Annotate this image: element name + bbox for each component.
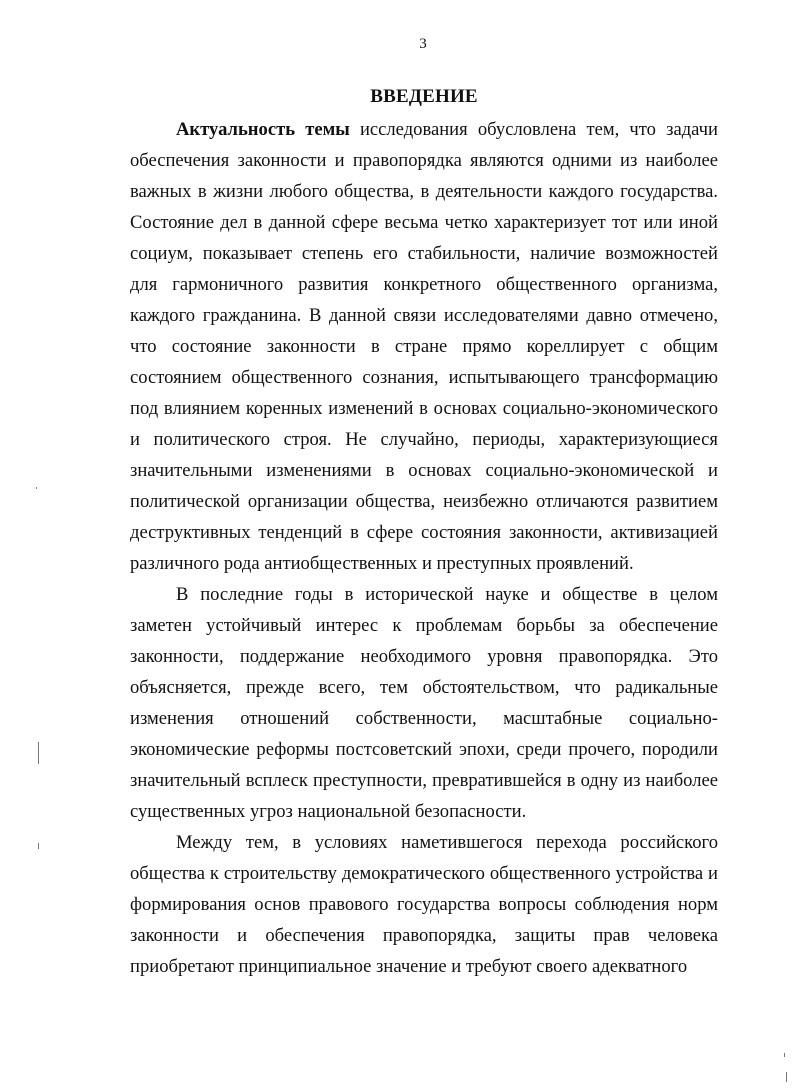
- paragraph-1: [130, 114, 718, 579]
- body-text: [130, 114, 718, 982]
- scan-speck: [38, 843, 39, 849]
- scan-speck: [36, 487, 37, 489]
- paragraph-lead: Актуальность темы: [176, 119, 350, 140]
- paragraph-2: В последние годы в исторической науке и обществе в целом заметен устойчивый интерес к проблемам борьбы за обеспечение законности, поддержание необходимого уровня правопорядка. Это объясняется, прежде всего, тем обстоятельством, что радикальные изменения отношений собственности, масштабные социально-экономические реформы постсоветский эпохи, среди прочего, породили значительный всплеск преступности, превратившейся в одну из наиболее существенных угроз национальной безопасности.: [130, 584, 718, 822]
- scan-speck: [38, 742, 39, 764]
- page-number: 3: [419, 36, 427, 52]
- section-heading: ВВЕДЕНИЕ: [370, 86, 478, 107]
- scan-speck: [784, 1053, 785, 1057]
- paragraph-3: Между тем, в условиях наметившегося перехода российского общества к строительству демократического общественного устройства и формирования основ правового государства вопросы соблюдения норм законности и обеспечения правопорядка, защиты прав человека приобретают принципиальное значение и требуют своего адекватного: [130, 832, 718, 977]
- paragraph-text: исследования обусловлена тем, что задачи обеспечения законности и правопорядка являются одними из наиболее важных в жизни любого общества, в деятельности каждого государства. Состояние дел в данной сфере весьма четко характеризует тот или иной социум, показывает степень его стабильности, наличие возможностей для гармоничного развития конкретного общественного организма, каждого гражданина. В данной связи исследователями давно отмечено, что состояние законности в стране прямо кореллирует с общим состоянием общественного сознания, испытывающего трансформацию под влиянием коренных изменений в основах социально-экономического и политического строя. Не случайно, периоды, характеризующиеся значительными изменениями в основах социально-экономической и политической организации общества, неизбежно отличаются развитием деструктивных тенденций в сфере состояния законности, активизацией различного рода антиобщественных и преступных проявлений.: [130, 119, 718, 574]
- scan-speck: [786, 1072, 787, 1082]
